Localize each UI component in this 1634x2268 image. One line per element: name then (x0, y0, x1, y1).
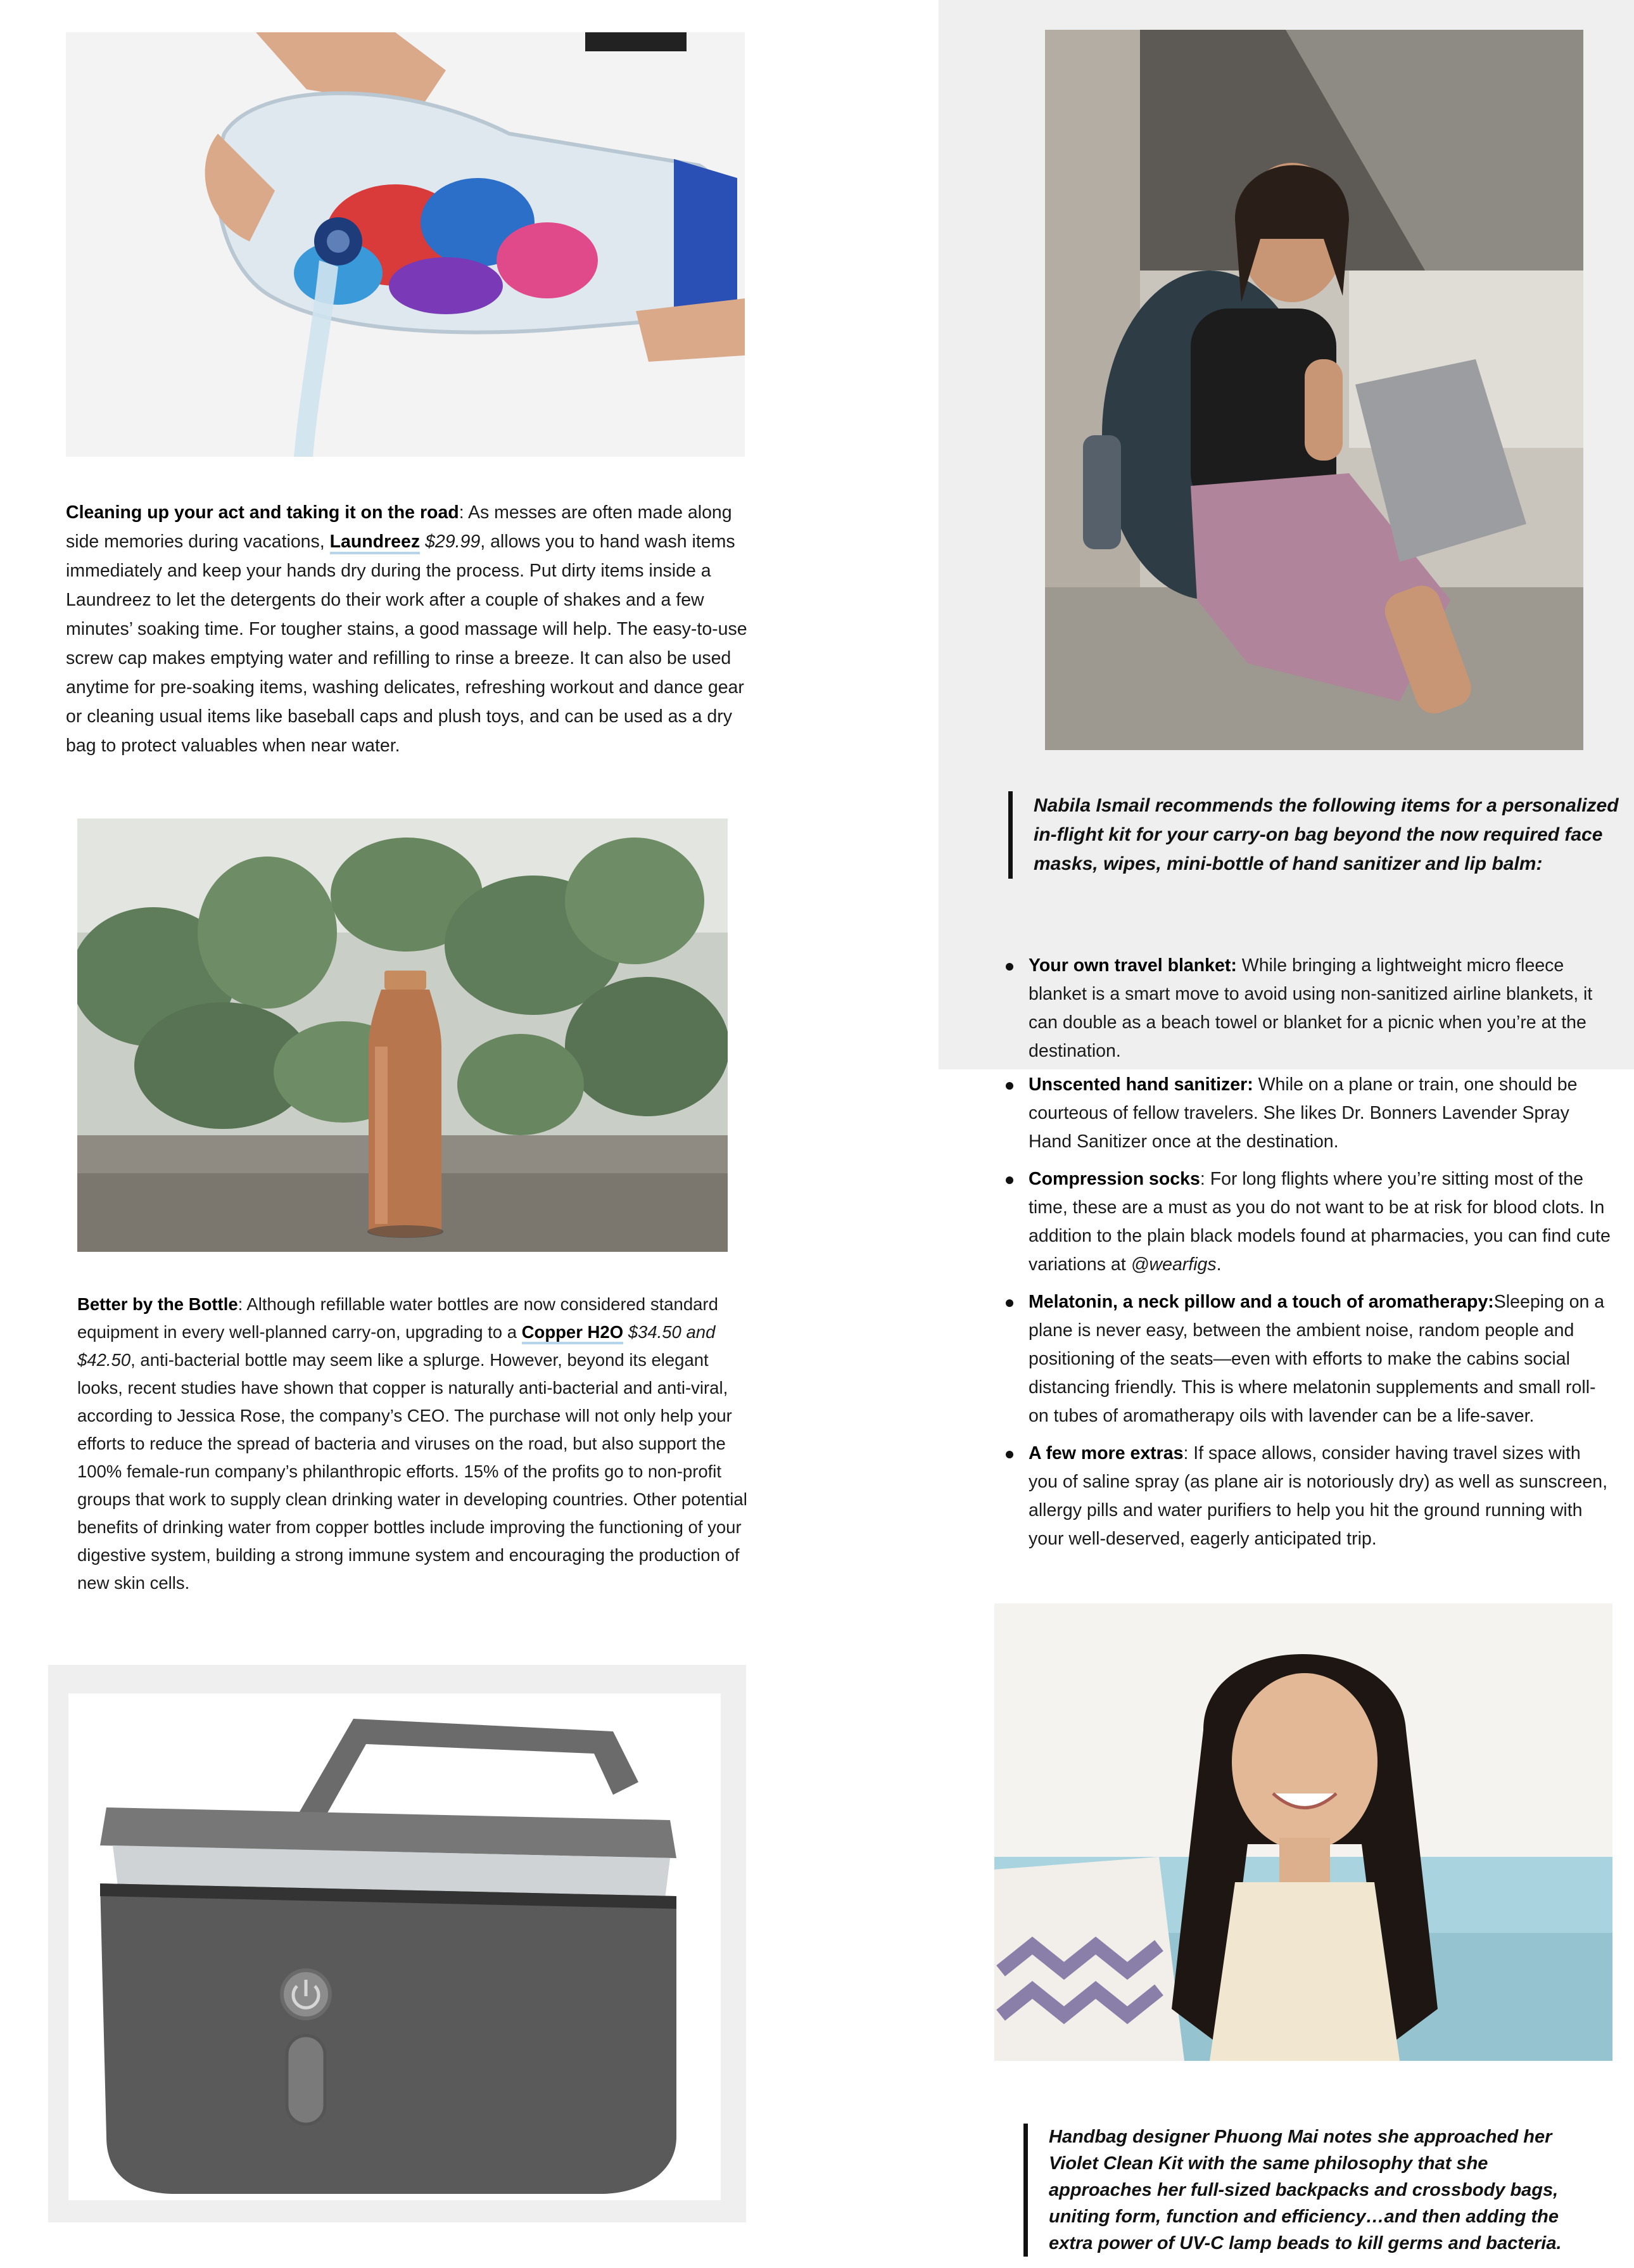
phuong-mai-quote: Handbag designer Phuong Mai notes she approached her Violet Clean Kit with the same philosophy that she approaches her full-sized backpacks and crossbody bags, uniting form, function and efficiency…and then adding the extra power of UV-C lamp beads to kill germs and bacteria. (1023, 2124, 1593, 2257)
copper-h2o-link[interactable]: Copper H2O (522, 1322, 623, 1344)
list-item-extras: A few more extras: If space allows, consider having travel sizes with you of saline spray (as plane air is notoriously dry) as well as sunscreen, allergy pills and water purifiers to help you hit the ground running with your well-deserved, eagerly anticipated trip. (1004, 1439, 1612, 1553)
clean-kit-frame (48, 1665, 746, 2222)
laundreez-paragraph: Cleaning up your act and taking it on the road: As messes are often made along side memories during vacations, Laundreez $29.99, allows you to hand wash items immediately and keep your hands dry during the process. Put dirty items inside a Laundreez to let the detergents do their work after a couple of shakes and a few minutes’ soaking time. For tougher stains, a good massage will help. The easy-to-use screw cap makes emptying water and refilling to rinse a breeze. It can also be used anytime for pre-soaking items, washing delicates, refreshing workout and dance gear or cleaning usual items like baseball caps and plush toys, and can be used as a dry bag to protect valuables when near water. (66, 502, 747, 756)
bottle-price: $34.50 and $42.50 (77, 1322, 716, 1370)
list-item-hand-sanitizer: Unscented hand sanitizer: While on a plane or train, one should be courteous of fellow travelers. She likes Dr. Bonners Lavender Spray Hand Sanitizer once at the destination. (1004, 1071, 1612, 1156)
laundreez-photo (66, 32, 745, 457)
laundreez-price: $29.99 (425, 532, 481, 552)
in-flight-kit-list (1004, 952, 1612, 1553)
nabila-quote: Nabila Ismail recommends the following items for a personalized in-flight kit for your carry-on bag beyond the now required face masks, wipes, mini-bottle of hand sanitizer and lip balm: (1008, 791, 1620, 879)
bottle-heading: Better by the Bottle (77, 1294, 238, 1314)
violet-clean-kit-photo (68, 1693, 721, 2200)
phuong-mai-photo (994, 1603, 1612, 2061)
laundreez-heading: Cleaning up your act and taking it on the road (66, 502, 459, 523)
nabila-ismail-photo (1045, 30, 1583, 750)
list-item-travel-blanket: Your own travel blanket: While bringing a lightweight micro fleece blanket is a smart move to avoid using non-sanitized airline blankets, it can double as a beach towel or blanket for a picnic when you’re at the destination. (1004, 952, 1612, 1066)
copper-bottle-paragraph: Better by the Bottle: Although refillable water bottles are now considered standard equipment in every well-planned carry-on, upgrading to a Copper H2O $34.50 and $42.50, anti-bacterial bottle may seem like a splurge. However, beyond its elegant looks, recent studies have shown that copper is naturally anti-bacterial and anti-viral, according to Jessica Rose, the company’s CEO. The purchase will not only help your efforts to reduce the spread of bacteria and viruses on the road, but also support the 100% female-run company’s philanthropic efforts. 15% of the profits go to non-profit groups that work to supply clean drinking water in developing countries. Other potential benefits of drinking water from copper bottles include improving the functioning of your digestive system, building a strong immune system and encouraging the production of new skin cells. (77, 1294, 747, 1593)
copper-bottle-photo (77, 819, 728, 1252)
laundreez-link[interactable]: Laundreez (330, 532, 421, 554)
list-item-compression-socks: Compression socks: For long flights where you’re sitting most of the time, these are a must as you do not want to be at risk for blood clots. In addition to the plain black models found at pharmacies, you can find cute variations at @wearfigs. (1004, 1165, 1612, 1279)
list-item-melatonin: Melatonin, a neck pillow and a touch of aromatherapy:Sleeping on a plane is never easy, between the ambient noise, random people and positioning of the seats—even with efforts to make the cabins social distancing friendly. This is where melatonin supplements and small roll-on tubes of aromatherapy oils with lavender can be a life-saver. (1004, 1288, 1612, 1430)
wearfigs-handle: @wearfigs (1130, 1254, 1217, 1275)
